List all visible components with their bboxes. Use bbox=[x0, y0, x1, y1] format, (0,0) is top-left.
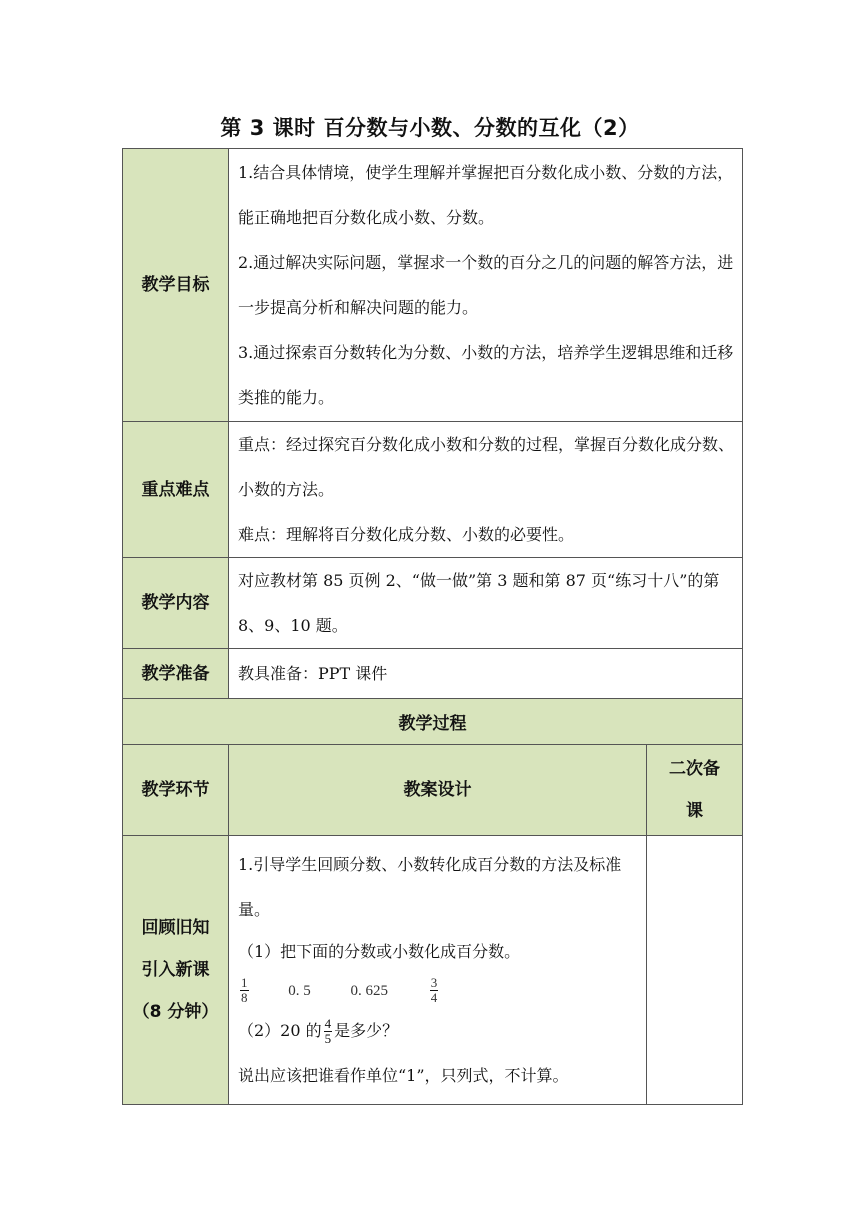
fraction-numerator: 1 bbox=[241, 975, 248, 991]
objective-item: 1.结合具体情境，使学生理解并掌握把百分数化成小数、分数的方法，能正确地把百分数化成小数、分数。 bbox=[238, 163, 734, 227]
stage1-label-line: 引入新课 bbox=[141, 960, 210, 980]
fraction-three-quarters bbox=[430, 976, 439, 1005]
column-header-notes: 二次备课 bbox=[647, 745, 743, 836]
difficulty-text: 难点：理解将百分数化成分数、小数的必要性。 bbox=[238, 525, 575, 544]
stage1-row bbox=[123, 836, 743, 1105]
key-points-row bbox=[123, 422, 743, 558]
stage1-question2 bbox=[238, 1009, 638, 1053]
content-row bbox=[123, 558, 743, 649]
preparation-row bbox=[123, 649, 743, 699]
column-header-stage: 教学环节 bbox=[123, 745, 229, 836]
preparation-content bbox=[229, 649, 743, 699]
key-points-content bbox=[229, 422, 743, 558]
key-points-label: 重点难点 bbox=[123, 422, 229, 558]
decimal-value: 0. 625 bbox=[350, 982, 388, 999]
stage1-tip: 说出应该把谁看作单位“1”，只列式，不计算。 bbox=[238, 1065, 569, 1085]
fraction-numerator: 4 bbox=[324, 1015, 332, 1031]
stage1-label-line: 回顾旧知 bbox=[141, 918, 210, 938]
column-header-design: 教案设计 bbox=[229, 745, 647, 836]
objectives-row bbox=[123, 149, 743, 422]
stage1-question1: （1）把下面的分数或小数化成百分数。 bbox=[238, 942, 521, 962]
column-header-row bbox=[123, 745, 743, 836]
conversion-values bbox=[238, 972, 638, 1009]
fraction-denominator: 4 bbox=[430, 990, 438, 1006]
preparation-text: 教具准备：PPT 课件 bbox=[238, 664, 388, 683]
objective-item: 3.通过探索百分数转化为分数、小数的方法，培养学生逻辑思维和迁移类推的能力。 bbox=[238, 343, 734, 407]
stage1-label bbox=[123, 836, 229, 1105]
stage1-intro: 1.引导学生回顾分数、小数转化成百分数的方法及标准量。 bbox=[238, 855, 622, 920]
stage1-notes bbox=[647, 836, 743, 1105]
decimal-value: 0. 5 bbox=[288, 982, 311, 999]
fraction-numerator: 3 bbox=[430, 975, 438, 991]
question2-suffix: 是多少？ bbox=[334, 1020, 399, 1040]
objectives-content bbox=[229, 149, 743, 422]
page-title: 第 3 课时 百分数与小数、分数的互化（2） bbox=[220, 116, 640, 140]
content-label: 教学内容 bbox=[123, 558, 229, 649]
key-point-text: 重点：经过探究百分数化成小数和分数的过程，掌握百分数化成分数、小数的方法。 bbox=[238, 435, 735, 499]
stage1-label-line: （8 分钟） bbox=[132, 1002, 219, 1022]
process-header-row bbox=[123, 699, 743, 745]
fraction-denominator: 8 bbox=[241, 990, 248, 1006]
objective-item: 2.通过解决实际问题，掌握求一个数的百分之几的问题的解答方法，进一步提高分析和解决问题的能力。 bbox=[238, 253, 734, 317]
fraction-four-fifths bbox=[324, 1017, 333, 1046]
preparation-label: 教学准备 bbox=[123, 649, 229, 699]
process-header: 教学过程 bbox=[123, 699, 743, 745]
stage1-design bbox=[229, 836, 647, 1105]
lesson-plan-table bbox=[122, 148, 743, 1105]
objectives-label: 教学目标 bbox=[123, 149, 229, 422]
fraction-denominator: 5 bbox=[324, 1030, 332, 1046]
question2-prefix: （2）20 的 bbox=[238, 1020, 322, 1040]
content-text bbox=[229, 558, 743, 649]
fraction-one-eighth bbox=[240, 976, 249, 1005]
content-text-line: 对应教材第 85 页例 2、“做一做”第 3 题和第 87 页“练习十八”的第 8、9、10 题。 bbox=[238, 571, 720, 635]
